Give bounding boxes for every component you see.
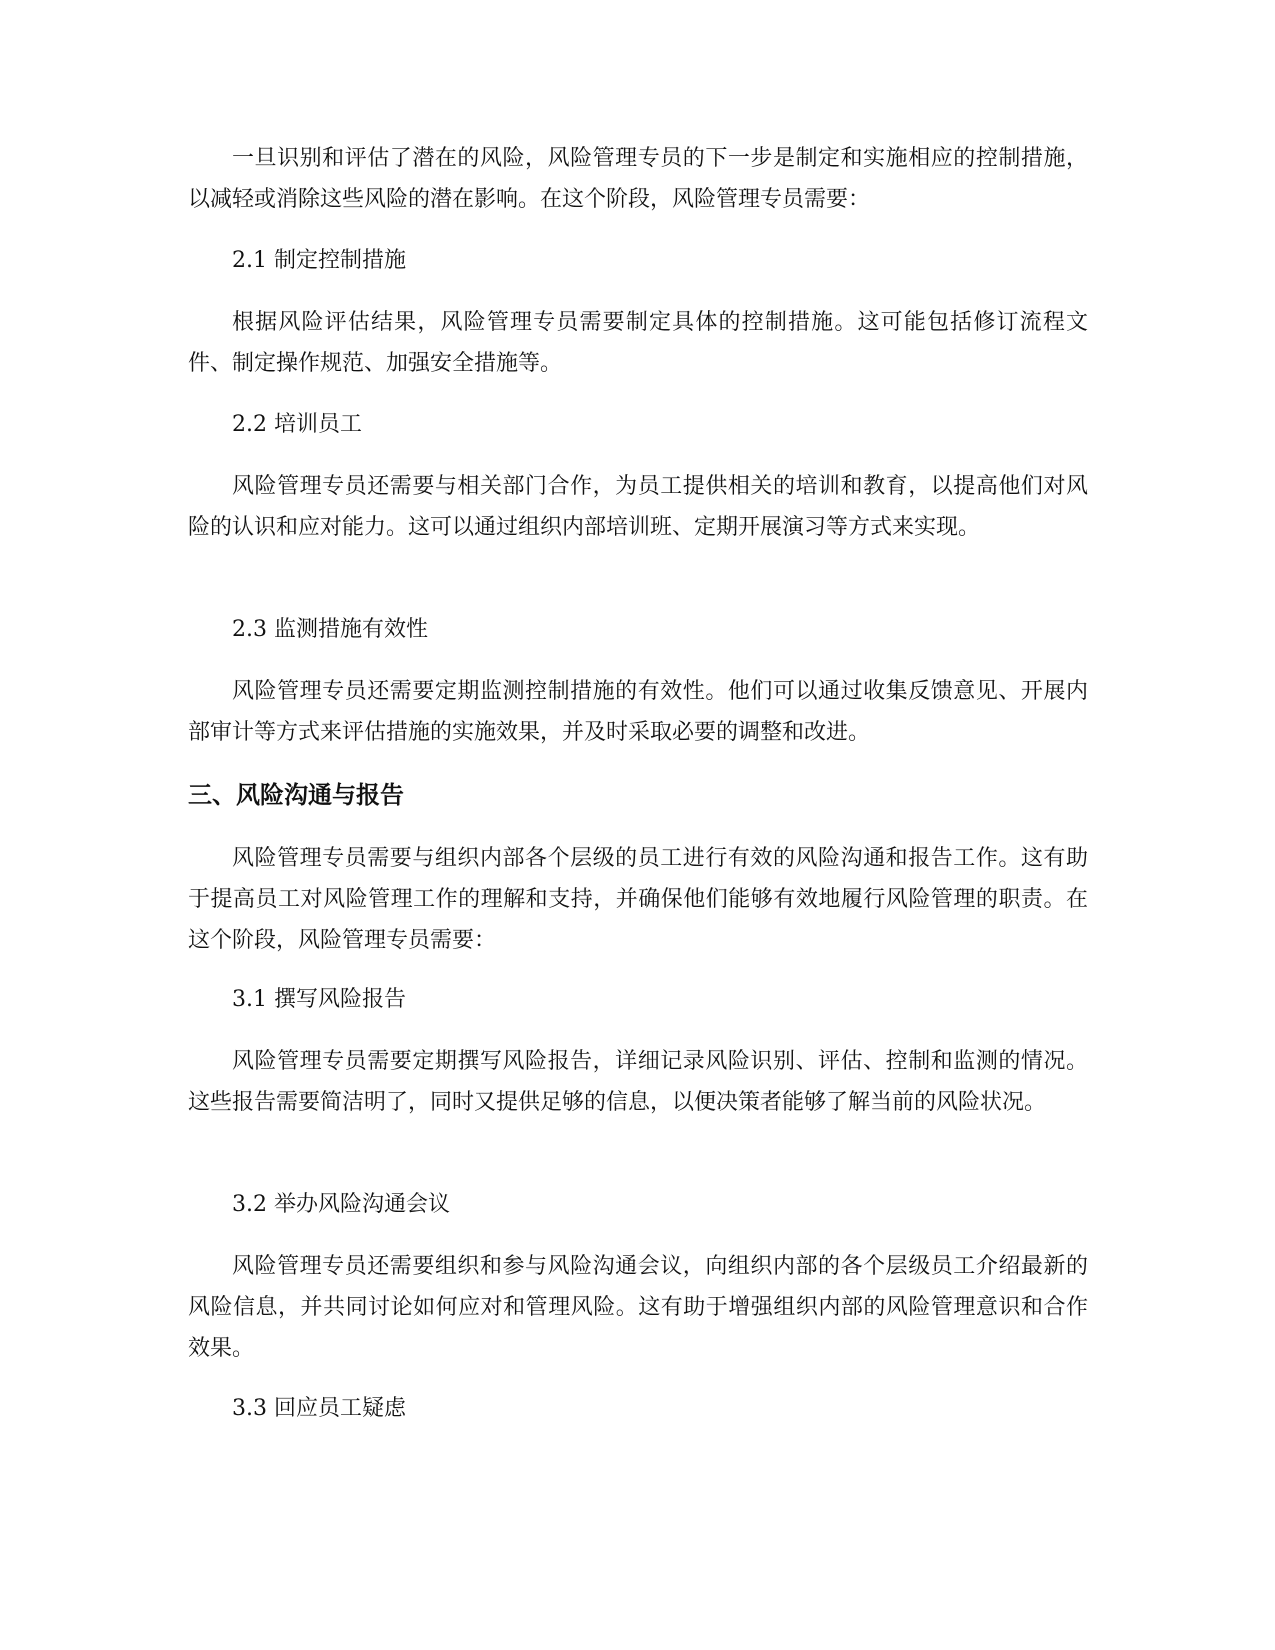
subsection-3-2-body: 风险管理专员还需要组织和参与风险沟通会议，向组织内部的各个层级员工介绍最新的风险信息，并共同讨论如何应对和管理风险。这有助于增强组织内部的风险管理意识和合作效果。	[188, 1254, 1088, 1361]
subsection-2-3-title: 2.3 监测措施有效性	[232, 617, 428, 642]
subsection-2-3-body: 风险管理专员还需要定期监测控制措施的有效性。他们可以通过收集反馈意见、开展内部审计等方式来评估措施的实施效果，并及时采取必要的调整和改进。	[188, 679, 1088, 745]
subsection-3-3-title: 3.3 回应员工疑虑	[232, 1396, 406, 1421]
section-3-heading: 三、风险沟通与报告	[188, 781, 404, 809]
subsection-2-2-body: 风险管理专员还需要与相关部门合作，为员工提供相关的培训和教育，以提高他们对风险的认识和应对能力。这可以通过组织内部培训班、定期开展演习等方式来实现。	[188, 474, 1088, 540]
subsection-2-2-title: 2.2 培训员工	[232, 412, 362, 437]
section-3-intro: 风险管理专员需要与组织内部各个层级的员工进行有效的风险沟通和报告工作。这有助于提高员工对风险管理工作的理解和支持，并确保他们能够有效地履行风险管理的职责。在这个阶段，风险管理专员需要：	[188, 846, 1088, 953]
subsection-3-1-title: 3.1 撰写风险报告	[232, 987, 406, 1012]
subsection-3-1-body: 风险管理专员需要定期撰写风险报告，详细记录风险识别、评估、控制和监测的情况。这些报告需要简洁明了，同时又提供足够的信息，以便决策者能够了解当前的风险状况。	[188, 1049, 1088, 1115]
subsection-2-1-body: 根据风险评估结果，风险管理专员需要制定具体的控制措施。这可能包括修订流程文件、制定操作规范、加强安全措施等。	[188, 310, 1088, 376]
subsection-2-1-title: 2.1 制定控制措施	[232, 248, 406, 273]
subsection-3-2-title: 3.2 举办风险沟通会议	[232, 1192, 450, 1217]
intro-paragraph: 一旦识别和评估了潜在的风险，风险管理专员的下一步是制定和实施相应的控制措施，以减轻或消除这些风险的潜在影响。在这个阶段，风险管理专员需要：	[188, 146, 1088, 212]
